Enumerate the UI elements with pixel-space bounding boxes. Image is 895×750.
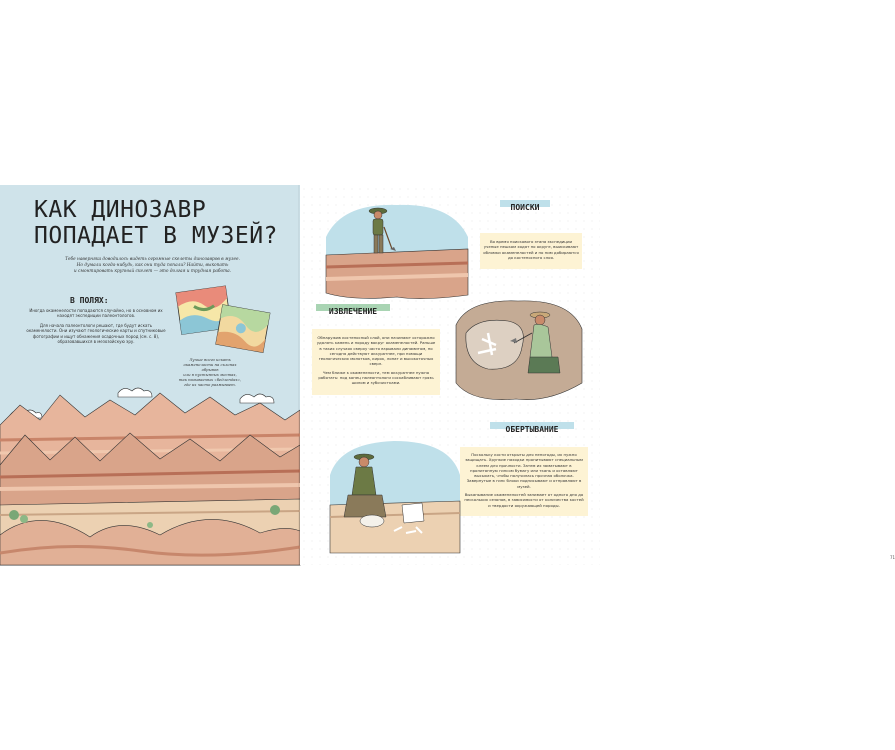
intro-text: Тебе наверняка доводилось видеть огромные скелеты динозавров в музее. Но думали когда-нибудь, как они туда попали? Найти, выкопать и смонтировать крупный скелет — это долгая и трудная работа. — [65, 257, 240, 275]
extraction-text-box: Обнаружив костеносный слой, они начинают осторожно удалять камень и породу вокруг окаменелостей. Раньше в таких случаях сверху часто взрывали динамитом, но сегодня действуют аккуратнее, при помощи геологических молотков, кирок, лопат и высокоточных сверл. Чем ближе к окаменелости, тем аккуратнее нужно работать: под конец палеонтологи соскабливают грязь шилом и зубочистками. — [312, 329, 440, 395]
wrapping-heading: ОБЕРТЫВАНИЕ — [490, 425, 574, 434]
badlands-landscape-illustration — [0, 365, 300, 565]
page-title — [34, 197, 284, 249]
left-page — [0, 185, 300, 565]
right-page — [300, 185, 895, 565]
in-fields-text: Иногда окаменелости попадаются случайно, но в основном их находят экспедиции палеонтологов. Для начала палеонтологи решают, где будут искать окаменелости. Они изучают геологические карты и спутниковые фотографии и ищут обнажения осадочных пород (см. с. 8), образовавшихся в мезозойскую эру. — [26, 308, 166, 345]
wrapping-text-box: Поскольку кости открыты для непогоды, их нужно защищать. Хрупкие находки пропитывают специальным клеем для прочности. Затем их заматывают в пропитанную гипсом бумагу или ткань и оставляют высыхать, чтобы получилась прочная оболочка. Завернутые в гипс блоки подписывают и отправляют в музей. Выкапывание окаменелостей занимает от одного дня до нескольких сезонов, в зависимости от количества костей и твердости окружающей породы. — [460, 447, 588, 516]
extraction-illustration — [448, 295, 588, 405]
in-fields-heading: В ПОЛЯХ: — [70, 296, 109, 305]
search-heading: ПОИСКИ — [500, 203, 550, 212]
page-number: 71 — [890, 555, 895, 560]
search-text-box: Во время поискового этапа экспедиции ученые пешком ходят по округе, выискивают обломки окаменелостей и по ним добираются до костеносного слоя. — [480, 233, 582, 269]
wrapping-illustration — [324, 435, 464, 563]
book-spread — [0, 185, 895, 565]
geological-map-illustration — [175, 283, 275, 355]
map-note: Лучше всего искать окаменелости на склонах обрывов или в пустынных местах, так называемых «бедлендах», где их часто размывает. — [178, 357, 242, 387]
title-line-2: ПОПАДАЕТ В МУЗЕЙ? — [34, 223, 278, 249]
extraction-heading: ИЗВЛЕЧЕНИЕ — [316, 307, 390, 316]
search-illustration — [322, 197, 472, 301]
title-line-1: КАК ДИНОЗАВР — [34, 197, 207, 223]
